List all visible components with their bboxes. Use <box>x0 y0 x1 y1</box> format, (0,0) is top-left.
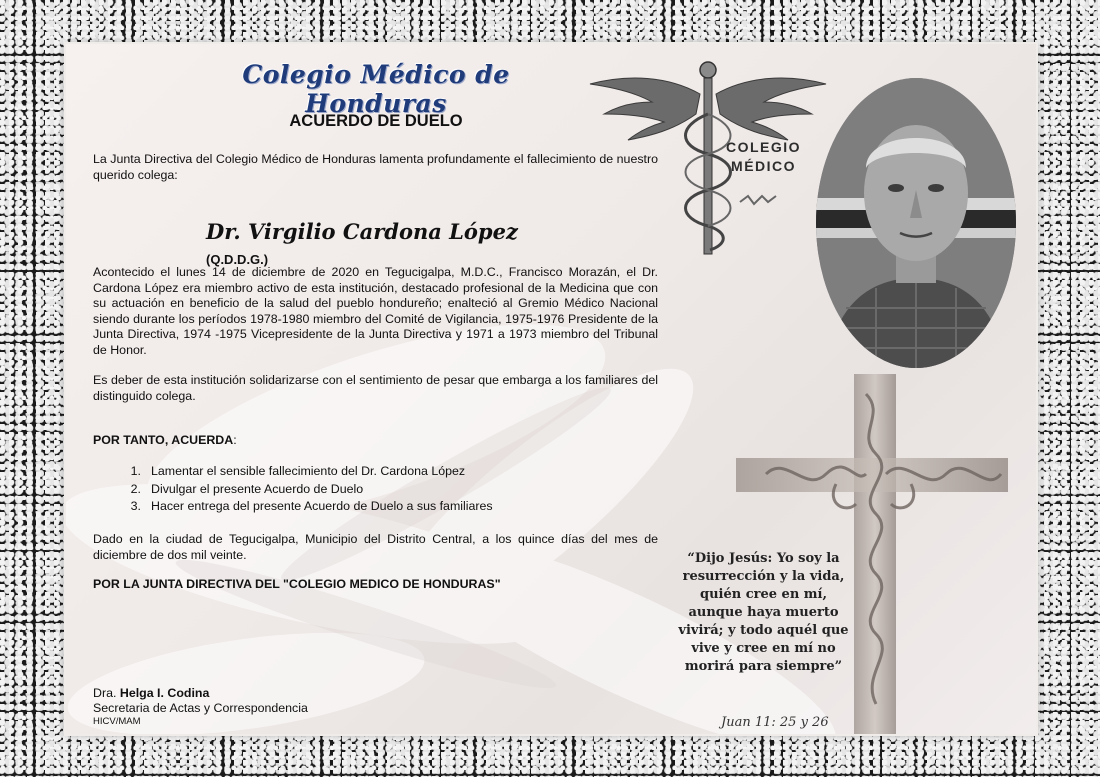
list-item-number: 1. <box>130 464 141 478</box>
document-heading: ACUERDO DE DUELO <box>289 112 463 130</box>
signer-name: Helga I. Codina <box>119 686 210 700</box>
resolutions-heading-text: POR TANTO, ACUERDA <box>93 433 234 447</box>
given-paragraph: Dado en la ciudad de Tegucigalpa, Municipio del Distrito Central, a los quince días del mes de diciembre de dos mil veinte. <box>93 532 658 562</box>
signer-initials: HICV/MAM <box>93 716 141 727</box>
scripture-quote: “Dijo Jesús: Yo soy la resurrección y la vida, quién cree en mí, aunque haya muerto vivirá; y todo aquél que vive y cree en mí no morirá para siempre” <box>678 551 849 674</box>
signoff-line: POR LA JUNTA DIRECTIVA DEL "COLEGIO MEDICO DE HONDURAS" <box>93 577 501 591</box>
scripture-reference: Juan 11: 25 y 26 <box>721 715 829 730</box>
portrait-illustration <box>816 78 1016 368</box>
signer-title: Secretaria de Actas y Correspondencia <box>93 700 308 715</box>
honoree-suffix: (Q.D.D.G.) <box>206 252 269 267</box>
signer-name-line <box>93 686 308 701</box>
signer-block <box>93 686 308 730</box>
honoree-name-text: Dr. Virgilio Cardona López <box>206 219 518 244</box>
portrait-photo <box>816 78 1016 368</box>
college-title: Colegio Médico de Honduras <box>242 60 510 118</box>
resolutions-list <box>93 463 493 516</box>
logo-text <box>726 138 801 176</box>
list-item <box>93 498 493 516</box>
list-item-text: Divulgar el presente Acuerdo de Duelo <box>151 481 364 496</box>
honoree-name <box>206 219 566 269</box>
list-item-number: 2. <box>130 481 141 496</box>
logo-line-1: COLEGIO <box>726 139 802 155</box>
list-item <box>93 481 493 499</box>
resolutions-heading-colon: : <box>233 433 237 447</box>
intro-paragraph: La Junta Directiva del Colegio Médico de Honduras lamenta profundamente el fallecimiento de nuestro querido colega: <box>93 152 658 182</box>
solidarity-paragraph: Es deber de esta institución solidarizarse con el sentimiento de pesar que embarga a los familiares del distinguido colega. <box>93 373 658 403</box>
signer-prefix: Dra. <box>93 686 117 700</box>
details-paragraph: Acontecido el lunes 14 de diciembre de 2020 en Tegucigalpa, M.D.C., Francisco Morazán, el Dr. Cardona López era miembro activo de esta institución, destacado profesional de la Medicina que con su actuación en beneficio de la salud del pueblo hondureño; enalteció al Gremio Médico Nacional siendo durante los períodos 1978-1980 miembro del Comité de Vigilancia, 1975-1976 Presidente de la Junta Directiva, 1974 -1975 Vicepresidente de la Junta Directiva y 1971 a 1973 miembro del Tribunal de Honor. <box>93 265 658 357</box>
document-paper <box>66 44 1036 734</box>
resolutions-heading <box>93 433 237 447</box>
list-item-number: 3. <box>130 499 141 513</box>
list-item-text: Hacer entrega del presente Acuerdo de Duelo a sus familiares <box>151 499 493 513</box>
list-item-text: Lamentar el sensible fallecimiento del Dr. Cardona López <box>151 464 466 478</box>
logo-line-2: MÉDICO <box>731 158 797 174</box>
list-item <box>93 463 493 481</box>
